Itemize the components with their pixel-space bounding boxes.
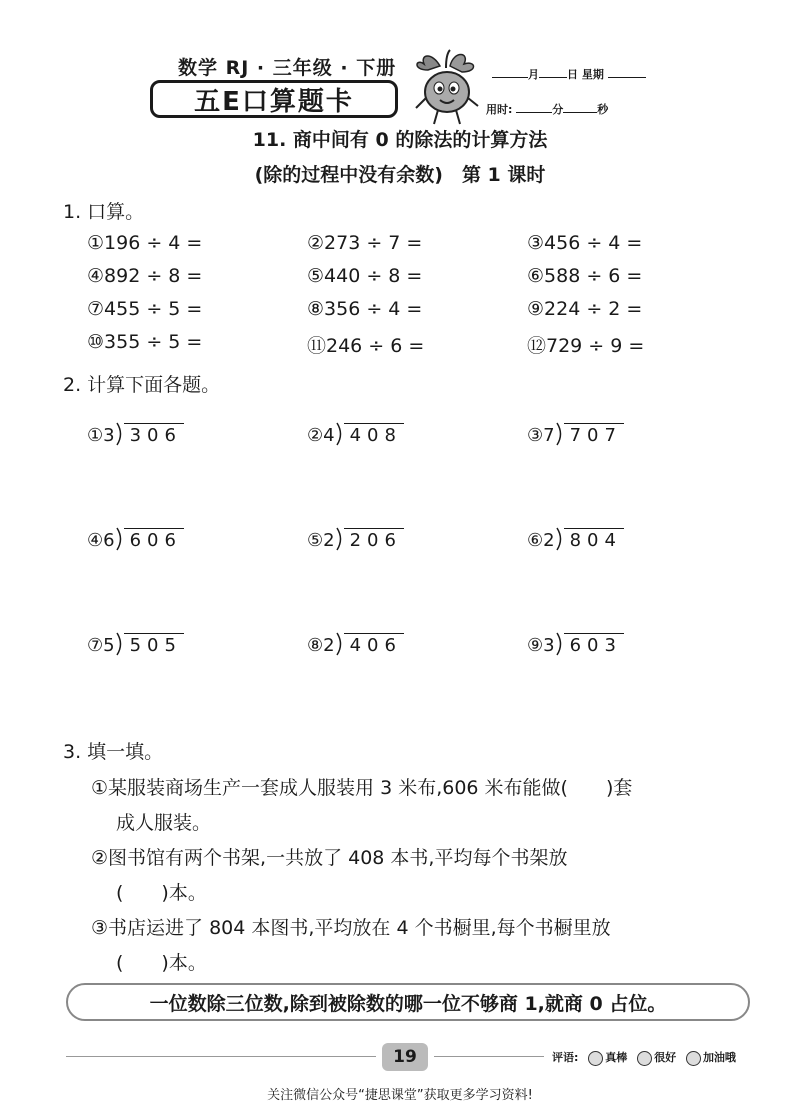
day-blank[interactable]	[539, 67, 567, 78]
oral-calc-item: ⑪246 ÷ 6 =	[307, 335, 425, 357]
long-division-item: ⑧ 2 406	[307, 635, 402, 656]
long-division-item: ⑨ 3 603	[527, 635, 622, 656]
fill-question-3-cont: ( )本。	[116, 952, 207, 974]
subject-line: 数学 RJ · 三年级 · 下册	[178, 57, 397, 79]
long-division-item: ⑦ 5 505	[87, 635, 182, 656]
section1-heading: 1. 口算。	[63, 201, 145, 223]
month-blank[interactable]	[492, 67, 528, 78]
oral-calc-item: ④892 ÷ 8 =	[87, 265, 203, 287]
page-number: 19	[382, 1043, 428, 1071]
long-division-item: ⑤ 2 206	[307, 530, 402, 551]
time-line: 用时: 分 秒	[486, 103, 609, 116]
oral-calc-item: ③456 ÷ 4 =	[527, 232, 643, 254]
long-division-item: ③ 7 707	[527, 425, 622, 446]
fill-question-2-cont: ( )本。	[116, 882, 207, 904]
footer-divider-right	[434, 1056, 544, 1057]
long-division-item: ① 3 306	[87, 425, 182, 446]
long-division-item: ② 4 408	[307, 425, 402, 446]
cheer-face-icon[interactable]	[686, 1051, 701, 1066]
oral-calc-item: ⑫729 ÷ 9 =	[527, 335, 645, 357]
oral-calc-item: ⑧356 ÷ 4 =	[307, 298, 423, 320]
long-division-item: ④ 6 606	[87, 530, 182, 551]
minute-blank[interactable]	[516, 102, 552, 113]
tip-text: 一位数除三位数,除到被除数的哪一位不够商 1,就商 0 占位。	[149, 992, 667, 1015]
oral-calc-item: ⑦455 ÷ 5 =	[87, 298, 203, 320]
radish-mascot-icon	[410, 48, 486, 128]
lesson-title: 11. 商中间有 0 的除法的计算方法	[252, 129, 548, 151]
brand-title: 五E口算题卡	[194, 86, 354, 117]
fill-question-1-cont: 成人服装。	[116, 812, 212, 834]
smile-face-icon[interactable]	[588, 1051, 603, 1066]
happy-face-icon[interactable]	[637, 1051, 652, 1066]
tip-box	[66, 983, 750, 1021]
section2-heading: 2. 计算下面各题。	[63, 374, 221, 396]
long-division-item: ⑥ 2 804	[527, 530, 622, 551]
oral-calc-item: ⑤440 ÷ 8 =	[307, 265, 423, 287]
oral-calc-item: ⑨224 ÷ 2 =	[527, 298, 643, 320]
weekday-blank[interactable]	[608, 67, 646, 78]
rating-row: 评语: 真棒 很好 加油哦	[552, 1051, 736, 1064]
oral-calc-item: ⑥588 ÷ 6 =	[527, 265, 643, 287]
brand-logo	[150, 80, 398, 118]
fill-question-2: ②图书馆有两个书架,一共放了 408 本书,平均每个书架放	[91, 847, 568, 869]
lesson-subtitle: (除的过程中没有余数) 第 1 课时	[254, 164, 546, 186]
second-blank[interactable]	[563, 102, 597, 113]
fill-question-1: ①某服装商场生产一套成人服装用 3 米布,606 米布能做( )套	[91, 777, 633, 799]
section3-heading: 3. 填一填。	[63, 741, 164, 763]
oral-calc-item: ②273 ÷ 7 =	[307, 232, 423, 254]
bottom-note: 关注微信公众号“捷思课堂”获取更多学习资料!	[267, 1088, 533, 1103]
footer-divider-left	[66, 1056, 376, 1057]
date-line: 月 日 星期	[492, 66, 646, 82]
fill-question-3: ③书店运进了 804 本图书,平均放在 4 个书橱里,每个书橱里放	[91, 917, 611, 939]
oral-calc-item: ⑩355 ÷ 5 =	[87, 331, 203, 353]
oral-calc-item: ①196 ÷ 4 =	[87, 232, 203, 254]
